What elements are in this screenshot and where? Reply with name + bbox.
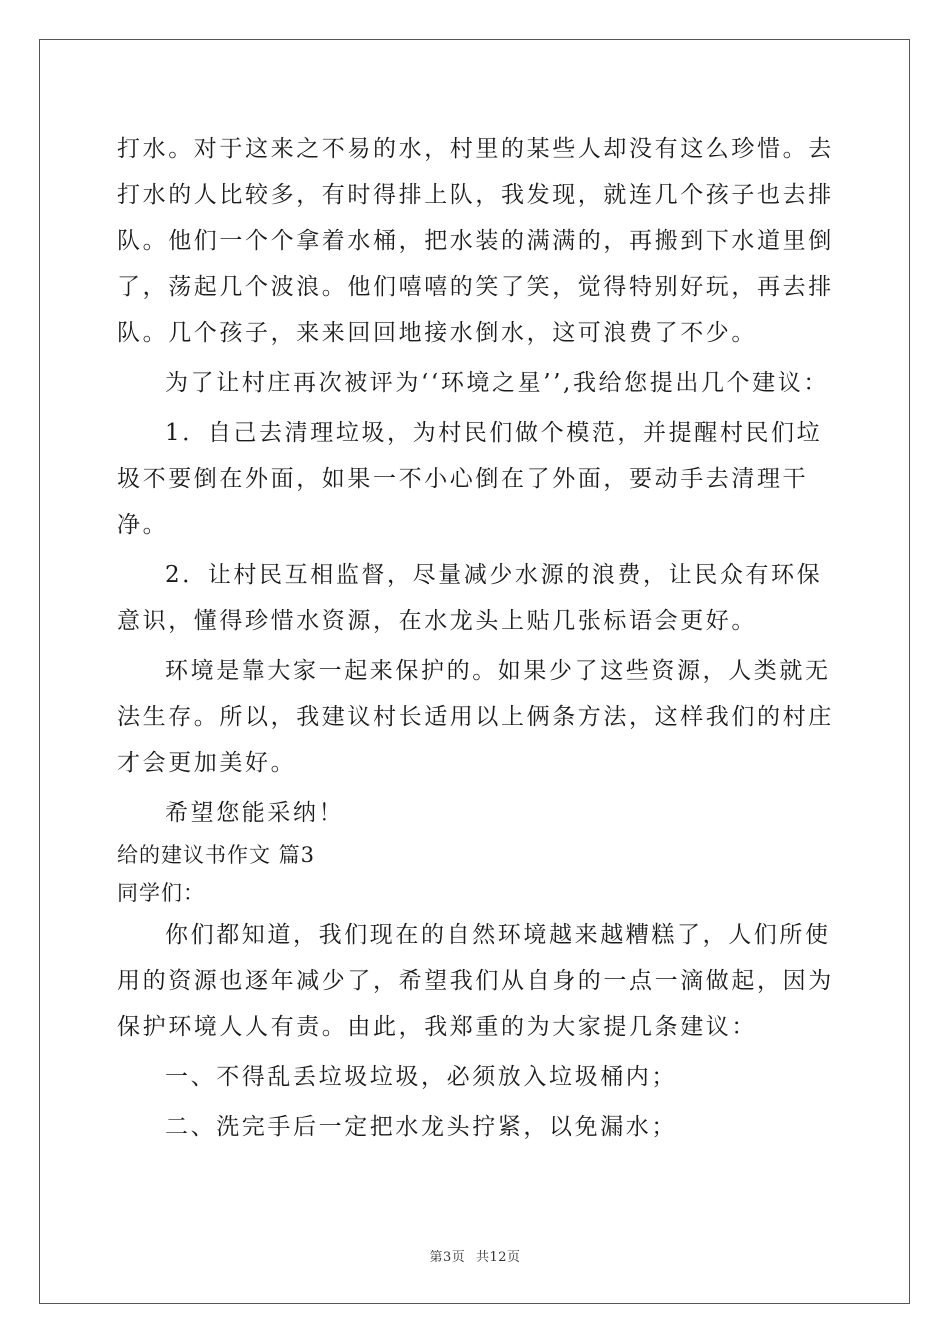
paragraph-4: 2．让村民互相监督，尽量减少水源的浪费，让民众有环保意识，懂得珍惜水资源，在水龙头上贴几张标语会更好。: [117, 562, 823, 634]
paragraph-1: 打水。对于这来之不易的水，村里的某些人却没有这么珍惜。去打水的人比较多，有时得排上队，我发现，就连几个孩子也去排队。他们一个个拿着水桶，把水装的满满的，再搬到下水道里倒了，荡起几个波浪。他们嘻嘻的笑了笑，觉得特别好玩，再去排队。几个孩子，来来回回地接水倒水，这可浪费了不少。: [117, 136, 834, 346]
page-number: 第3页: [429, 1250, 466, 1265]
paragraph-8: 一、不得乱丢垃圾垃圾，必须放入垃圾桶内；: [165, 1064, 677, 1090]
salutation: 同学们：: [117, 881, 205, 905]
paragraph-7: 你们都知道，我们现在的自然环境越来越糟糕了，人们所使用的资源也逐年减少了，希望我们从自身的一点一滴做起，因为保护环境人人有责。由此，我郑重的为大家提几条建议：: [117, 922, 834, 1040]
paragraph-6: 希望您能采纳！: [165, 800, 345, 826]
page-footer: [0, 1246, 950, 1265]
paragraph-2: 为了让村庄再次被评为‘‘环境之星’’,我给您提出几个建议：: [165, 370, 829, 396]
document-body: [117, 126, 837, 1150]
paragraph-3: 1．自己去清理垃圾，为村民们做个模范，并提醒村民们垃圾不要倒在外面，如果一不小心倒在了外面，要动手去清理干净。: [117, 420, 823, 538]
paragraph-9: 二、洗完手后一定把水龙头拧紧，以免漏水；: [165, 1114, 677, 1140]
paragraph-5: 环境是靠大家一起来保护的。如果少了这些资源，人类就无法生存。所以，我建议村长适用以上俩条方法，这样我们的村庄才会更加美好。: [117, 658, 834, 776]
section-title: 给的建议书作文 篇3: [117, 843, 316, 867]
page-total: 共12页: [475, 1250, 521, 1265]
